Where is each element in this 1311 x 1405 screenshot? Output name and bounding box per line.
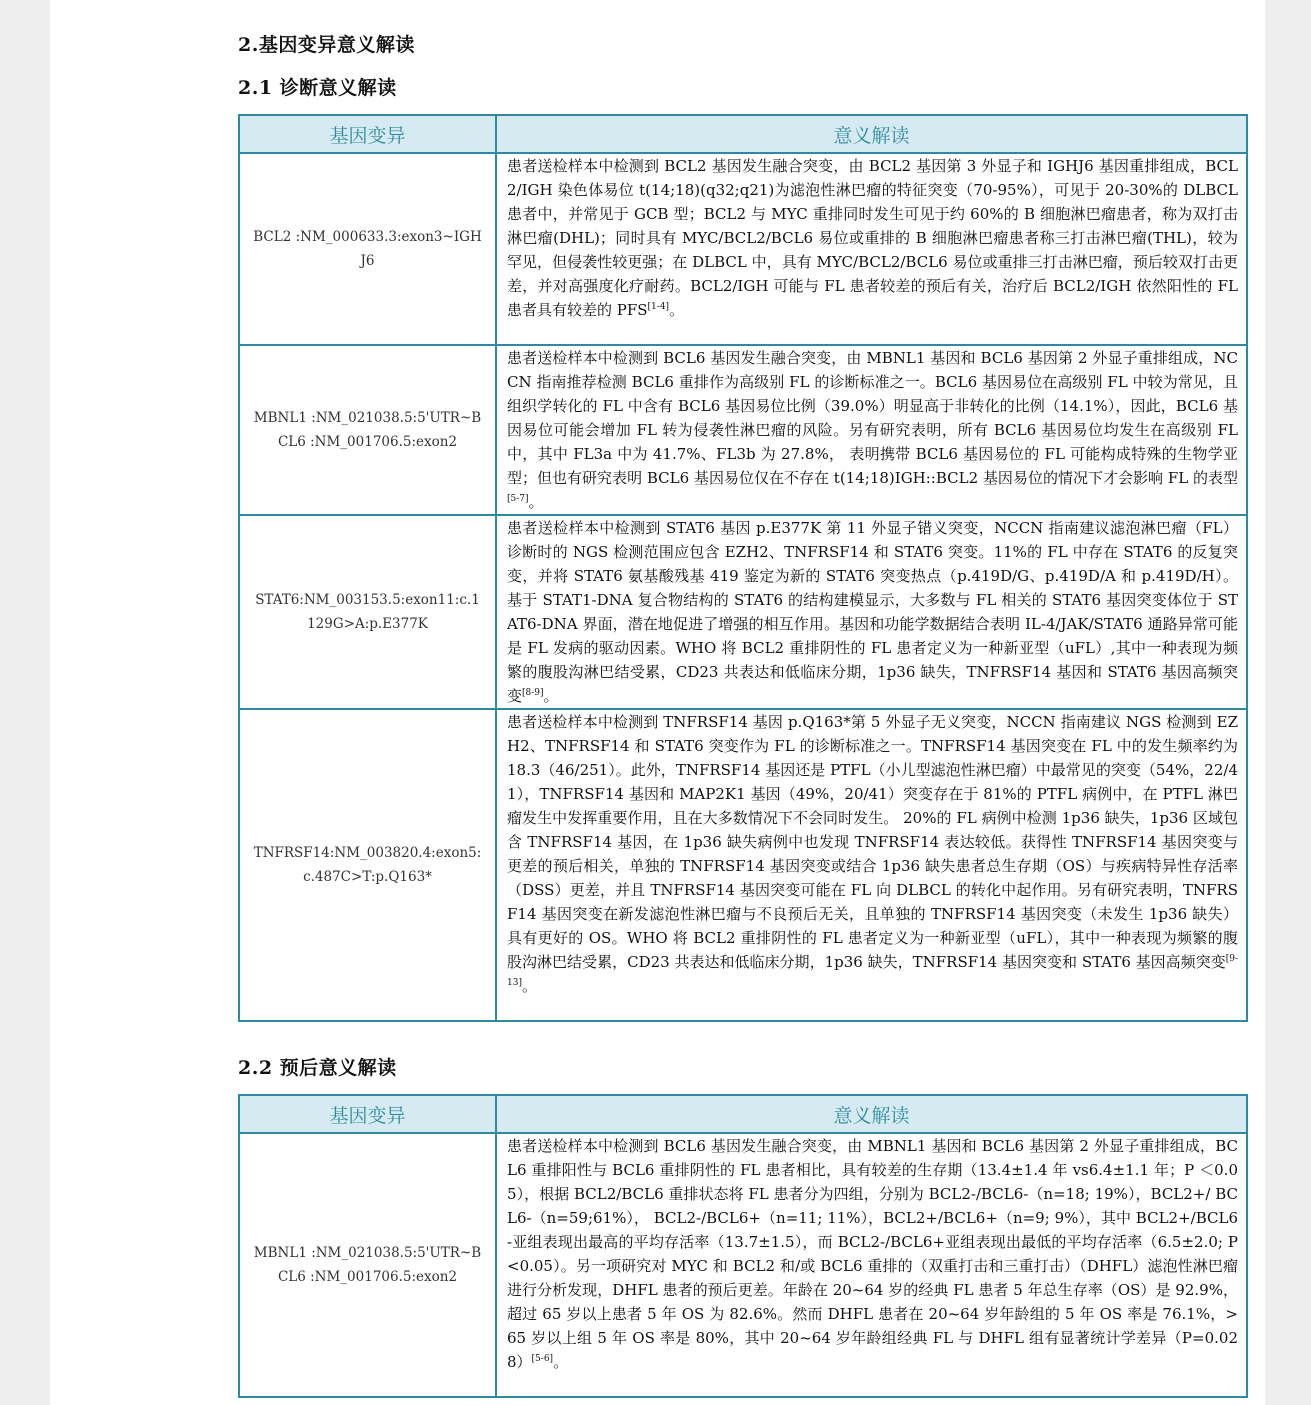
interpretation-cell: 患者送检样本中检测到 BCL6 基因发生融合突变，由 MBNL1 基因和 BCL6 基因第 2 外显子重排组成，NCCN 指南推荐检测 BCL6 重排作为高级别 FL 的诊断标准之一。BCL6 基因易位在高级别 FL 中较为常见，且组织学转化的 FL 中含有 BCL6 基因易位比例（39.0%）明显高于非转化的比例（14.1%），因此，BCL6 基因易位可能会增加 FL 转为侵袭性淋巴瘤的风险。另有研究表明，所有 BCL6 基因易位均发生在高级别 FL 中，其中 FL3a 中为 41.7%、FL3b 为 27.8%， 表明携带 BCL6 基因易位的 FL 可能构成特殊的生物学亚型；但也有研究表明 BCL6 基因易位仅在不存在 t(14;18)IGH::BCL2 基因易位的情况下才会影响 FL 的表型[5-7]。 bbox=[496, 345, 1247, 515]
diagnosis-table bbox=[238, 114, 1248, 1022]
gene-variant-cell: BCL2 :NM_000633.3:exon3~IGHJ6 bbox=[239, 153, 496, 345]
table-row bbox=[239, 709, 1247, 1021]
table-row bbox=[239, 345, 1247, 515]
interpretation-cell: 患者送检样本中检测到 BCL6 基因发生融合突变，由 MBNL1 基因和 BCL6 基因第 2 外显子重排组成，BCL6 重排阳性与 BCL6 重排阴性的 FL 患者相比，具有较差的生存期（13.4±1.4 年 vs6.4±1.1 年；P ＜0.05），根据 BCL2/BCL6 重排状态将 FL 患者分为四组，分别为 BCL2-/BCL6-（n=18; 19%），BCL2+/ BCL6-（n=59;61%）， BCL2-/BCL6+（n=11; 11%），BCL2+/BCL6+（n=9; 9%），其中 BCL2+/BCL6-亚组表现出最高的平均存活率（13.7±1.5），而 BCL2-/BCL6+亚组表现出最低的平均存活率（6.5±2.0; P<0.05）。另一项研究对 MYC 和 BCL2 和/或 BCL6 重排的（双重打击和三重打击）（DHFL）滤泡性淋巴瘤进行分析发现，DHFL 患者的预后更差。年龄在 20~64 岁的经典 FL 患者 5 年总生存率（OS）是 92.9%，超过 65 岁以上患者 5 年 OS 为 82.6%。然而 DHFL 患者在 20~64 岁年龄组的 5 年 OS 率是 76.1%，>65 岁以上组 5 年 OS 率是 80%，其中 20~64 岁年龄组经典 FL 与 DHFL 组有显著统计学差异（P=0.028）[5-6]。 bbox=[496, 1133, 1247, 1397]
citation-ref: [5-7] bbox=[507, 494, 529, 504]
prognosis-table bbox=[238, 1094, 1248, 1398]
table-row bbox=[239, 1133, 1247, 1397]
header-gene: 基因变异 bbox=[239, 1095, 496, 1133]
interpretation-cell: 患者送检样本中检测到 TNFRSF14 基因 p.Q163*第 5 外显子无义突变，NCCN 指南建议 NGS 检测到 EZH2、TNFRSF14 和 STAT6 突变作为 FL 的诊断标准之一。TNFRSF14 基因突变在 FL 中的发生频率约为 18.3（46/251）。此外，TNFRSF14 基因还是 PTFL（小儿型滤泡性淋巴瘤）中最常见的突变（54%，22/41），TNFRSF14 基因和 MAP2K1 基因（49%，20/41）突变存在于 81%的 PTFL 病例中，在 PTFL 淋巴瘤发生中发挥重要作用，且在大多数情况下不会同时发生。 20%的 FL 病例中检测 1p36 缺失，1p36 区域包含 TNFRSF14 基因，在 1p36 缺失病例中也发现 TNFRSF14 表达较低。获得性 TNFRSF14 基因突变与更差的预后相关，单独的 TNFRSF14 基因突变或结合 1p36 缺失患者总生存期（OS）与疾病特异性存活率（DSS）更差，并且 TNFRSF14 基因突变可能在 FL 向 DLBCL 的转化中起作用。另有研究表明，TNFRSF14 基因突变在新发滤泡性淋巴瘤与不良预后无关，且单独的 TNFRSF14 基因突变（未发生 1p36 缺失）具有更好的 OS。WHO 将 BCL2 重排阴性的 FL 患者定义为一种新亚型（uFL），其中一种表现为频繁的腹股沟淋巴结受累，CD23 共表达和低临床分期，1p36 缺失，TNFRSF14 基因突变和 STAT6 基因高频突变[9-13]。 bbox=[496, 709, 1247, 1021]
interpretation-text: 患者送检样本中检测到 TNFRSF14 基因 p.Q163*第 5 外显子无义突变，NCCN 指南建议 NGS 检测到 EZH2、TNFRSF14 和 STAT6 突变作为 FL 的诊断标准之一。TNFRSF14 基因突变在 FL 中的发生频率约为 18.3（46/251）。此外，TNFRSF14 基因还是 PTFL（小儿型滤泡性淋巴瘤）中最常见的突变（54%，22/41），TNFRSF14 基因和 MAP2K1 基因（49%，20/41）突变存在于 81%的 PTFL 病例中，在 PTFL 淋巴瘤发生中发挥重要作用，且在大多数情况下不会同时发生。 20%的 FL 病例中检测 1p36 缺失，1p36 区域包含 TNFRSF14 基因，在 1p36 缺失病例中也发现 TNFRSF14 表达较低。获得性 TNFRSF14 基因突变与更差的预后相关，单独的 TNFRSF14 基因突变或结合 1p36 缺失患者总生存期（OS）与疾病特异性存活率（DSS）更差，并且 TNFRSF14 基因突变可能在 FL 向 DLBCL 的转化中起作用。另有研究表明，TNFRSF14 基因突变在新发滤泡性淋巴瘤与不良预后无关，且单独的 TNFRSF14 基因突变（未发生 1p36 缺失）具有更好的 OS。WHO 将 BCL2 重排阴性的 FL 患者定义为一种新亚型（uFL），其中一种表现为频繁的腹股沟淋巴结受累，CD23 共表达和低临床分期，1p36 缺失，TNFRSF14 基因突变和 STAT6 基因高频突变 bbox=[507, 713, 1238, 971]
citation-ref: [1-4] bbox=[647, 302, 670, 312]
interpretation-text: 患者送检样本中检测到 STAT6 基因 p.E377K 第 11 外显子错义突变，NCCN 指南建议滤泡淋巴瘤（FL）诊断时的 NGS 检测范围应包含 EZH2、TNFRSF14 和 STAT6 突变。11%的 FL 中存在 STAT6 的反复突变，并将 STAT6 氨基酸残基 419 鉴定为新的 STAT6 突变热点（p.419D/G、p.419D/A 和 p.419D/H）。基于 STAT1-DNA 复合物结构的 STAT6 的结构建模显示，大多数与 FL 相关的 STAT6 基因突变体位于 STAT6-DNA 界面，潜在地促进了增强的相互作用。基因和功能学数据结合表明 IL-4/JAK/STAT6 通路异常可能是 FL 发病的驱动因素。WHO 将 BCL2 重排阴性的 FL 患者定义为一种新亚型（uFL）,其中一种表现为频繁的腹股沟淋巴结受累，CD23 共表达和低临床分期，1p36 缺失，TNFRSF14 基因和 STAT6 基因高频突变 bbox=[507, 519, 1238, 705]
header-meaning: 意义解读 bbox=[496, 1095, 1247, 1133]
interpretation-text: 患者送检样本中检测到 BCL6 基因发生融合突变，由 MBNL1 基因和 BCL6 基因第 2 外显子重排组成，NCCN 指南推荐检测 BCL6 重排作为高级别 FL 的诊断标准之一。BCL6 基因易位在高级别 FL 中较为常见，且组织学转化的 FL 中含有 BCL6 基因易位比例（39.0%）明显高于非转化的比例（14.1%），因此，BCL6 基因易位可能会增加 FL 转为侵袭性淋巴瘤的风险。另有研究表明，所有 BCL6 基因易位均发生在高级别 FL 中，其中 FL3a 中为 41.7%、FL3b 为 27.8%， 表明携带 BCL6 基因易位的 FL 可能构成特殊的生物学亚型；但也有研究表明 BCL6 基因易位仅在不存在 t(14;18)IGH::BCL2 基因易位的情况下才会影响 FL 的表型 bbox=[507, 349, 1238, 487]
section-title: 2.基因变异意义解读 bbox=[238, 34, 415, 56]
gene-variant-cell: MBNL1 :NM_021038.5:5'UTR~BCL6 :NM_001706.5:exon2 bbox=[239, 345, 496, 515]
gene-variant-cell: MBNL1 :NM_021038.5:5'UTR~BCL6 :NM_001706.5:exon2 bbox=[239, 1133, 496, 1397]
table-row bbox=[239, 515, 1247, 709]
table-header-row bbox=[239, 1095, 1247, 1133]
header-gene: 基因变异 bbox=[239, 115, 496, 153]
prognosis-subtitle: 2.2 预后意义解读 bbox=[238, 1057, 397, 1079]
interpretation-text: 患者送检样本中检测到 BCL6 基因发生融合突变，由 MBNL1 基因和 BCL6 基因第 2 外显子重排组成，BCL6 重排阳性与 BCL6 重排阴性的 FL 患者相比，具有较差的生存期（13.4±1.4 年 vs6.4±1.1 年；P ＜0.05），根据 BCL2/BCL6 重排状态将 FL 患者分为四组，分别为 BCL2-/BCL6-（n=18; 19%），BCL2+/ BCL6-（n=59;61%）， BCL2-/BCL6+（n=11; 11%），BCL2+/BCL6+（n=9; 9%），其中 BCL2+/BCL6-亚组表现出最高的平均存活率（13.7±1.5），而 BCL2-/BCL6+亚组表现出最低的平均存活率（6.5±2.0; P<0.05）。另一项研究对 MYC 和 BCL2 和/或 BCL6 重排的（双重打击和三重打击）（DHFL）滤泡性淋巴瘤进行分析发现，DHFL 患者的预后更差。年龄在 20~64 岁的经典 FL 患者 5 年总生存率（OS）是 92.9%，超过 65 岁以上患者 5 年 OS 为 82.6%。然而 DHFL 患者在 20~64 岁年龄组的 5 年 OS 率是 76.1%，>65 岁以上组 5 年 OS 率是 80%，其中 20~64 岁年龄组经典 FL 与 DHFL 组有显著统计学差异（P=0.028） bbox=[507, 1137, 1238, 1371]
interpretation-cell: 患者送检样本中检测到 STAT6 基因 p.E377K 第 11 外显子错义突变，NCCN 指南建议滤泡淋巴瘤（FL）诊断时的 NGS 检测范围应包含 EZH2、TNFRSF14 和 STAT6 突变。11%的 FL 中存在 STAT6 的反复突变，并将 STAT6 氨基酸残基 419 鉴定为新的 STAT6 突变热点（p.419D/G、p.419D/A 和 p.419D/H）。基于 STAT1-DNA 复合物结构的 STAT6 的结构建模显示，大多数与 FL 相关的 STAT6 基因突变体位于 STAT6-DNA 界面，潜在地促进了增强的相互作用。基因和功能学数据结合表明 IL-4/JAK/STAT6 通路异常可能是 FL 发病的驱动因素。WHO 将 BCL2 重排阴性的 FL 患者定义为一种新亚型（uFL）,其中一种表现为频繁的腹股沟淋巴结受累，CD23 共表达和低临床分期，1p36 缺失，TNFRSF14 基因和 STAT6 基因高频突变[8-9]。 bbox=[496, 515, 1247, 709]
citation-ref: [5-6] bbox=[531, 1354, 554, 1364]
gene-variant-cell: TNFRSF14:NM_003820.4:exon5:c.487C>T:p.Q163* bbox=[239, 709, 496, 1021]
header-meaning: 意义解读 bbox=[496, 115, 1247, 153]
document-page bbox=[50, 0, 1265, 1405]
gene-variant-cell: STAT6:NM_003153.5:exon11:c.1129G>A:p.E377K bbox=[239, 515, 496, 709]
table-header-row bbox=[239, 115, 1247, 153]
table-row bbox=[239, 153, 1247, 345]
interpretation-cell: 患者送检样本中检测到 BCL2 基因发生融合突变，由 BCL2 基因第 3 外显子和 IGHJ6 基因重排组成，BCL2/IGH 染色体易位 t(14;18)(q32;q21)为滤泡性淋巴瘤的特征突变（70-95%），可见于 20-30%的 DLBCL 患者中，并常见于 GCB 型；BCL2 与 MYC 重排同时发生可见于约 60%的 B 细胞淋巴瘤患者，称为双打击淋巴瘤(DHL)；同时具有 MYC/BCL2/BCL6 易位或重排的 B 细胞淋巴瘤患者称三打击淋巴瘤(THL)，较为罕见，但侵袭性较更强；在 DLBCL 中，具有 MYC/BCL2/BCL6 易位或重排三打击淋巴瘤，预后较双打击更差，并对高强度化疗耐药。BCL2/IGH 可能与 FL 患者较差的预后有关，治疗后 BCL2/IGH 依然阳性的 FL 患者具有较差的 PFS[1-4]。 bbox=[496, 153, 1247, 345]
citation-ref: [8-9] bbox=[522, 688, 544, 698]
citation-ref: [9-13] bbox=[507, 954, 1238, 988]
diagnosis-subtitle: 2.1 诊断意义解读 bbox=[238, 77, 397, 99]
interpretation-text: 患者送检样本中检测到 BCL2 基因发生融合突变，由 BCL2 基因第 3 外显子和 IGHJ6 基因重排组成，BCL2/IGH 染色体易位 t(14;18)(q32;q21)为滤泡性淋巴瘤的特征突变（70-95%），可见于 20-30%的 DLBCL 患者中，并常见于 GCB 型；BCL2 与 MYC 重排同时发生可见于约 60%的 B 细胞淋巴瘤患者，称为双打击淋巴瘤(DHL)；同时具有 MYC/BCL2/BCL6 易位或重排的 B 细胞淋巴瘤患者称三打击淋巴瘤(THL)，较为罕见，但侵袭性较更强；在 DLBCL 中，具有 MYC/BCL2/BCL6 易位或重排三打击淋巴瘤，预后较双打击更差，并对高强度化疗耐药。BCL2/IGH 可能与 FL 患者较差的预后有关，治疗后 BCL2/IGH 依然阳性的 FL 患者具有较差的 PFS bbox=[507, 157, 1238, 319]
